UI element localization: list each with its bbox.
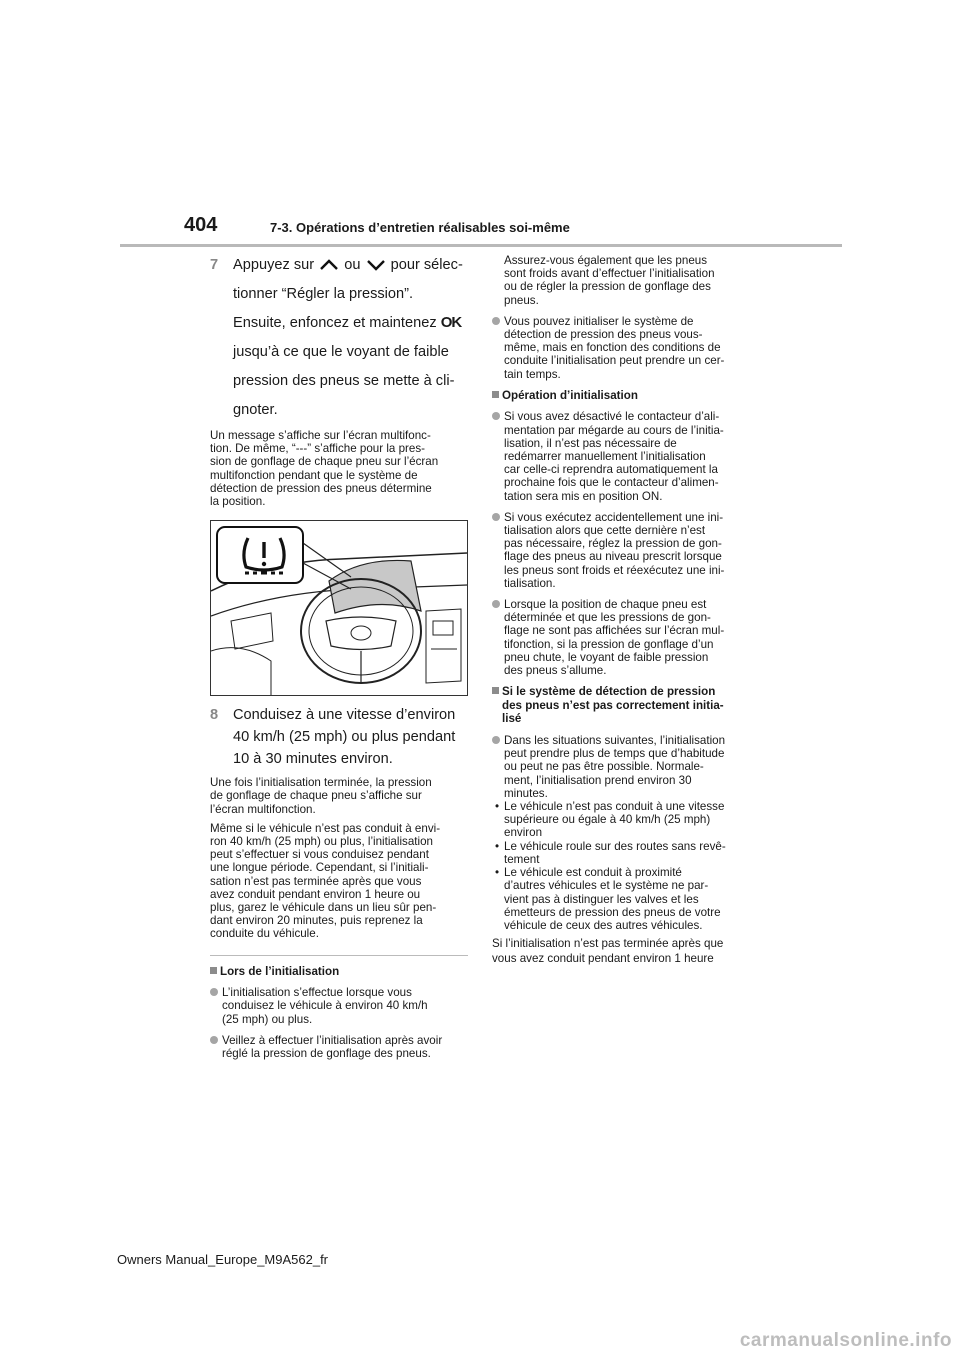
ok-button-icon: OK	[440, 314, 462, 331]
bullet-dot-icon	[492, 600, 500, 608]
step-text: Appuyez sur	[233, 257, 315, 273]
bullet-dot-icon	[492, 317, 500, 325]
list-item: Dans les situations suivantes, l’initialisation peut prendre plus de temps que d’habitude ou peut ne pas être possible. Normale- ment, l’initialisation prend environ 30 minutes.	[492, 734, 758, 800]
bullet-dot-icon	[492, 412, 500, 420]
header-rule	[120, 244, 842, 247]
step-number: 8	[210, 707, 219, 724]
bullet-mark: •	[495, 866, 500, 880]
sub-list-item: • Le véhicule est conduit à proximité d’autres véhicules et le système ne par- vient pas à distinguer les valves et les émetteurs de pression des pneus de votre véhicule de ceux des autres véhicules.	[495, 866, 721, 932]
left-column	[210, 254, 468, 1068]
continued-text: Assurez-vous également que les pneus sont froids avant d’effectuer l’initialisation ou de régler la pression de gonflage des pneus.	[504, 254, 715, 307]
step-7-line-4: jusqu’à ce que le voyant de faible	[233, 344, 449, 360]
note-heading: Opération d’initialisation	[492, 389, 758, 403]
step-7	[210, 254, 468, 421]
list-item: Si vous avez désactivé le contacteur d’ali- mentation par mégarde au cours de l’initia- lisation, il n’est pas nécessaire de redémarrer manuellement l’initialisation car celle-ci reprendra automatiquement la prochaine fois que le contacteur d’alimen- tation sera mis en position ON.	[492, 410, 758, 502]
step-text: Ensuite, enfoncez et maintenez	[233, 315, 437, 331]
step-8-line: Conduisez à une vitesse d’environ	[233, 707, 456, 724]
square-bullet-icon	[492, 391, 499, 398]
dashboard-illustration	[210, 520, 468, 696]
bullet-dot-icon	[210, 1036, 218, 1044]
step-7-line-5: pression des pneus se mette à cli-	[233, 373, 455, 389]
page-number: 404	[184, 214, 218, 236]
list-item: Lorsque la position de chaque pneu est déterminée et que les pressions de gon- flage ne sont pas affichées sur l’écran mul- tifonction, si la pression de gonflage d’un pneu chute, le voyant de faible pression des pneus s’allume.	[492, 598, 758, 677]
bullet-dot-icon	[492, 513, 500, 521]
chevron-down-icon	[365, 258, 387, 272]
list-item: Si vous exécutez accidentellement une ini- tialisation alors que cette dernière n’est pas nécessaire, réglez la pression de gon- flage des pneus au niveau prescrit lorsque les pneus sont froids et réexécutez une ini- tialisation.	[492, 511, 758, 590]
bullet-mark: •	[495, 800, 500, 814]
step-7-line-2: tionner “Régler la pression”.	[233, 286, 414, 302]
step-text: pour sélec-	[390, 257, 463, 273]
section-title: 7-3. Opérations d’entretien réalisables soi-même	[270, 220, 570, 235]
list-item: L’initialisation s’effectue lorsque vous conduisez le véhicule à environ 40 km/h (25 mph) ou plus.	[210, 986, 468, 1026]
step-8-line: 40 km/h (25 mph) ou plus pendant	[233, 729, 456, 746]
bullet-dot-icon	[492, 736, 500, 744]
step-7-note: Un message s’affiche sur l’écran multifonc- tion. De même, “---” s’affiche pour la pres- sion de gonflage de chaque pneu sur l’écran multifonction pendant que le système de détection de pression des pneus détermine la position.	[210, 429, 439, 509]
bullet-dot-icon	[210, 988, 218, 996]
step-number: 7	[210, 257, 219, 273]
step-text: ou	[344, 257, 361, 273]
list-item: Vous pouvez initialiser le système de détection de pression des pneus vous- même, mais en fonction des conditions de conduite l’initialisation peut prendre un cer- tain temps.	[492, 315, 758, 381]
watermark: carmanualsonline.info	[739, 1330, 952, 1351]
step-7-line-6: gnoter.	[233, 402, 278, 418]
divider	[210, 955, 468, 956]
note-heading: Lors de l’initialisation	[210, 965, 468, 979]
closing-text: Si l’initialisation n’est pas terminée après que vous avez conduit pendant environ 1 heure	[492, 937, 724, 966]
tire-pressure-warning-icon	[239, 533, 289, 577]
sub-list-item: • Le véhicule n’est pas conduit à une vitesse supérieure ou égale à 40 km/h (25 mph) environ	[495, 800, 725, 840]
list-item: Veillez à effectuer l’initialisation après avoir réglé la pression de gonflage des pneus.	[210, 1034, 468, 1060]
step-7-line-1	[233, 254, 468, 276]
step-8-line: 10 à 30 minutes environ.	[233, 751, 393, 768]
square-bullet-icon	[492, 687, 499, 694]
note-heading: Si le système de détection de pression des pneus n’est pas correctement initia- lisé	[492, 685, 758, 726]
footer-text: Owners Manual_Europe_M9A562_fr	[117, 1252, 329, 1267]
square-bullet-icon	[210, 967, 217, 974]
step-8-note-1: Une fois l’initialisation terminée, la pression de gonflage de chaque pneu s’affiche sur l’écran multifonction.	[210, 776, 432, 816]
step-8	[210, 704, 468, 770]
step-7-line-3	[233, 312, 468, 334]
bullet-mark: •	[495, 839, 500, 853]
right-column	[492, 254, 758, 966]
step-8-note-2: Même si le véhicule n’est pas conduit à envi- ron 40 km/h (25 mph) ou plus, l’initialisation peut s’effectuer si vous conduisez pendant une longue période. Cependant, si l’initiali- sation n’est pas terminée après que vous avez conduit pendant environ 1 heure ou plus, garez le véhicule dans un lieu sûr pen- dant environ 20 minutes, puis reprenez la conduite du véhicule.	[210, 821, 441, 941]
chevron-up-icon	[318, 258, 340, 272]
sub-list-item: • Le véhicule roule sur des routes sans revê- tement	[495, 839, 726, 866]
